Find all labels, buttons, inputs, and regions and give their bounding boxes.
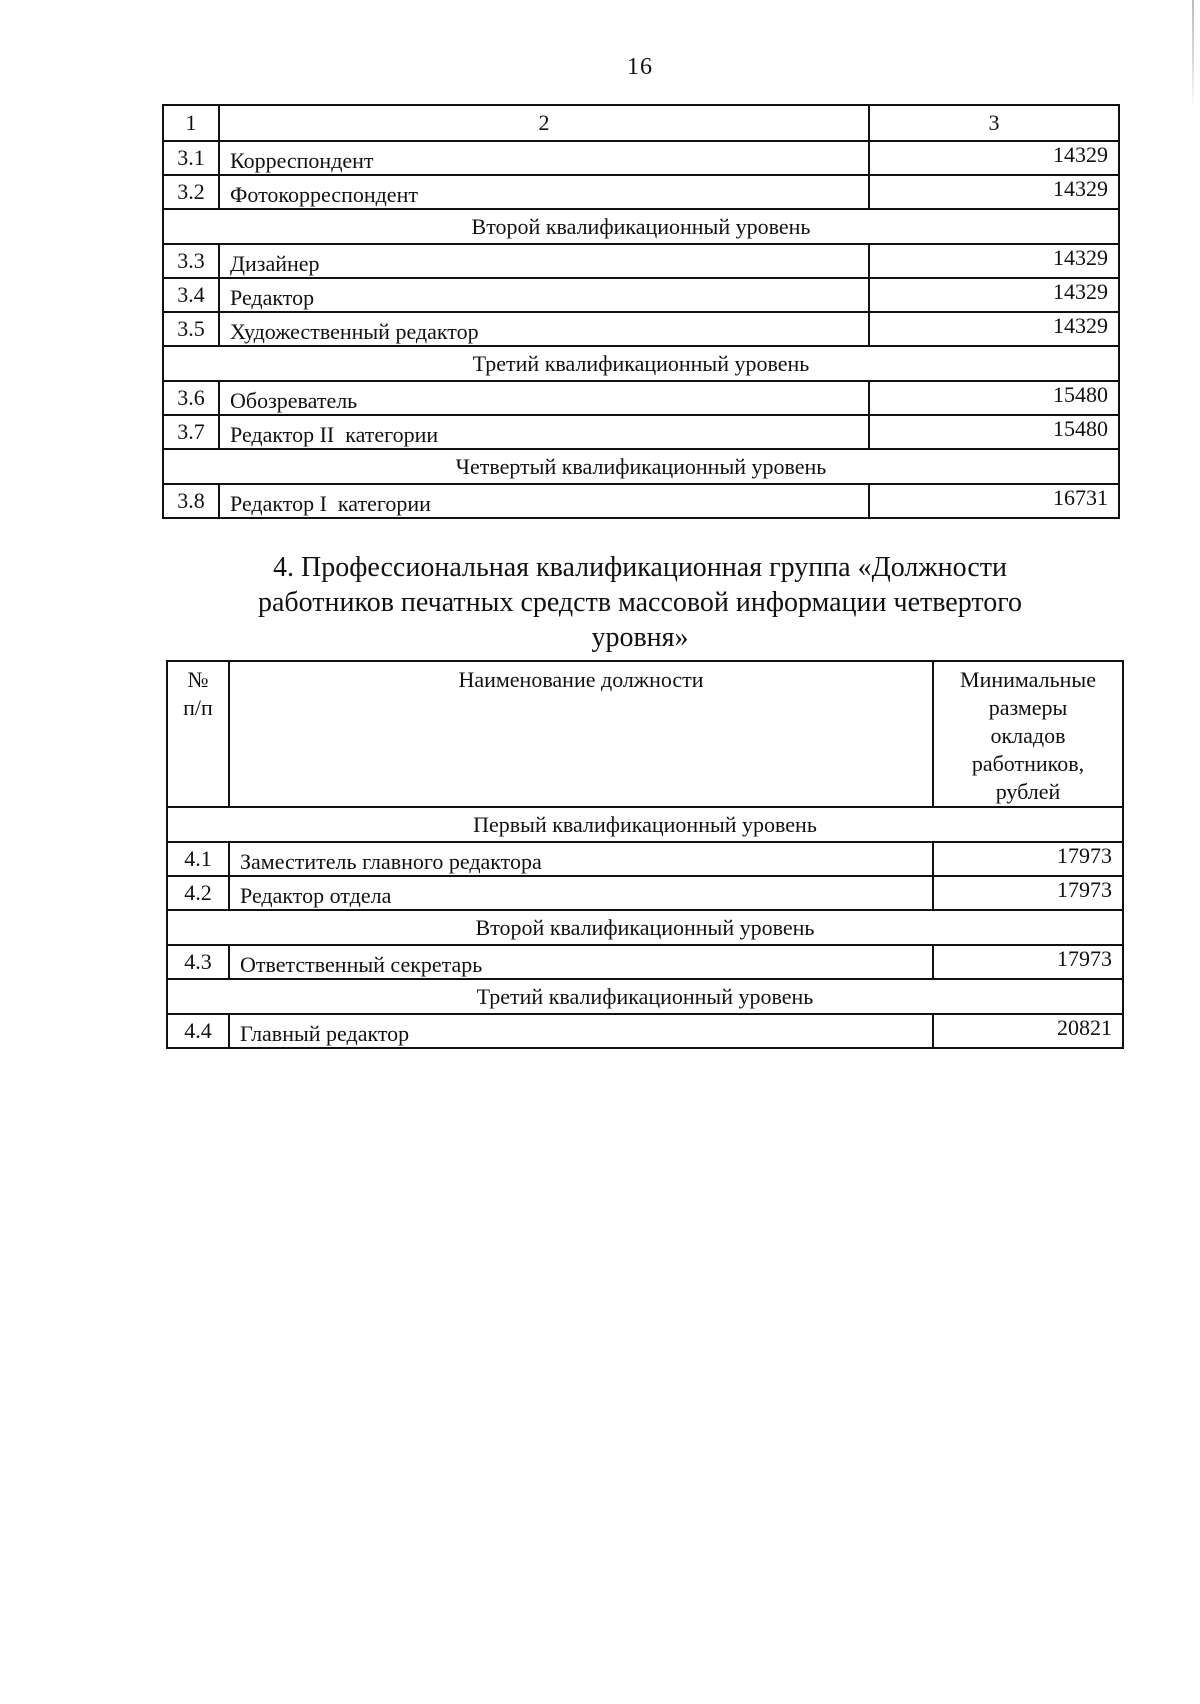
row-number: 4.1: [167, 842, 229, 876]
position-name: Редактор II категории: [219, 415, 869, 449]
page-number: 16: [627, 54, 653, 80]
table3-header-row: [163, 105, 1119, 141]
min-salary-value: 20821: [933, 1014, 1123, 1048]
table-row: [163, 312, 1119, 346]
table-row: [167, 876, 1123, 910]
table3-body: [163, 105, 1119, 518]
row-number: 3.1: [163, 141, 219, 175]
header-number-line: п/п: [183, 695, 213, 720]
position-name: Заместитель главного редактора: [229, 842, 933, 876]
row-number: 4.4: [167, 1014, 229, 1048]
min-salary-value: 14329: [869, 141, 1119, 175]
qualification-level-label: Третий квалификационный уровень: [167, 979, 1123, 1014]
qualification-level-row: [163, 209, 1119, 244]
min-salary-value: 17973: [933, 945, 1123, 979]
row-number: 3.4: [163, 278, 219, 312]
salary-table-group-4: [166, 660, 1124, 1049]
min-salary-value: 14329: [869, 175, 1119, 209]
table-row: [163, 484, 1119, 518]
qualification-level-row: [167, 979, 1123, 1014]
position-name: Редактор: [219, 278, 869, 312]
row-number: 3.7: [163, 415, 219, 449]
qualification-level-row: [163, 346, 1119, 381]
position-name: Редактор I категории: [219, 484, 869, 518]
header-salary-line: Минимальные: [960, 667, 1096, 692]
header-min-salary: [933, 661, 1123, 807]
column-number-1: 1: [163, 105, 219, 141]
header-salary-line: работников,: [971, 751, 1085, 776]
table-row: [163, 415, 1119, 449]
qualification-level-row: [163, 449, 1119, 484]
row-number: 3.5: [163, 312, 219, 346]
qualification-level-label: Второй квалификационный уровень: [167, 910, 1123, 945]
min-salary-value: 16731: [869, 484, 1119, 518]
table-row: [163, 278, 1119, 312]
header-salary-line: рублей: [995, 779, 1061, 804]
header-number: [167, 661, 229, 807]
header-salary-line: размеры: [988, 695, 1068, 720]
position-name: Главный редактор: [229, 1014, 933, 1048]
min-salary-value: 15480: [869, 381, 1119, 415]
position-name: Ответственный секретарь: [229, 945, 933, 979]
section-4-heading: [200, 550, 1080, 655]
position-name: Корреспондент: [219, 141, 869, 175]
row-number: 3.2: [163, 175, 219, 209]
min-salary-value: 14329: [869, 244, 1119, 278]
table-row: [167, 1014, 1123, 1048]
position-name: Дизайнер: [219, 244, 869, 278]
qualification-level-label: Первый квалификационный уровень: [167, 807, 1123, 842]
qualification-level-label: Четвертый квалификационный уровень: [163, 449, 1119, 484]
row-number: 3.3: [163, 244, 219, 278]
qualification-level-row: [167, 910, 1123, 945]
qualification-level-label: Второй квалификационный уровень: [163, 209, 1119, 244]
column-number-2: 2: [219, 105, 869, 141]
header-position-name: Наименование должности: [229, 661, 933, 807]
table-row: [163, 141, 1119, 175]
heading-line: уровня»: [591, 622, 689, 653]
table-row: [163, 381, 1119, 415]
row-number: 4.3: [167, 945, 229, 979]
position-name: Художественный редактор: [219, 312, 869, 346]
row-number: 3.8: [163, 484, 219, 518]
column-number-3: 3: [869, 105, 1119, 141]
table-row: [167, 842, 1123, 876]
table-row: [163, 175, 1119, 209]
min-salary-value: 14329: [869, 278, 1119, 312]
header-number-line: №: [187, 667, 209, 692]
table4-header-row: [167, 661, 1123, 807]
row-number: 4.2: [167, 876, 229, 910]
header-salary-line: окладов: [990, 723, 1066, 748]
table-row: [167, 945, 1123, 979]
min-salary-value: 17973: [933, 876, 1123, 910]
salary-table-group-3: [162, 104, 1120, 519]
heading-line: 4. Профессиональная квалификационная группа «Должности: [273, 552, 1007, 583]
qualification-level-row: [167, 807, 1123, 842]
qualification-level-label: Третий квалификационный уровень: [163, 346, 1119, 381]
min-salary-value: 15480: [869, 415, 1119, 449]
position-name: Фотокорреспондент: [219, 175, 869, 209]
position-name: Редактор отдела: [229, 876, 933, 910]
table-row: [163, 244, 1119, 278]
min-salary-value: 17973: [933, 842, 1123, 876]
heading-line: работников печатных средств массовой информации четвертого: [258, 587, 1022, 618]
table4-body: [167, 661, 1123, 1048]
row-number: 3.6: [163, 381, 219, 415]
min-salary-value: 14329: [869, 312, 1119, 346]
position-name: Обозреватель: [219, 381, 869, 415]
